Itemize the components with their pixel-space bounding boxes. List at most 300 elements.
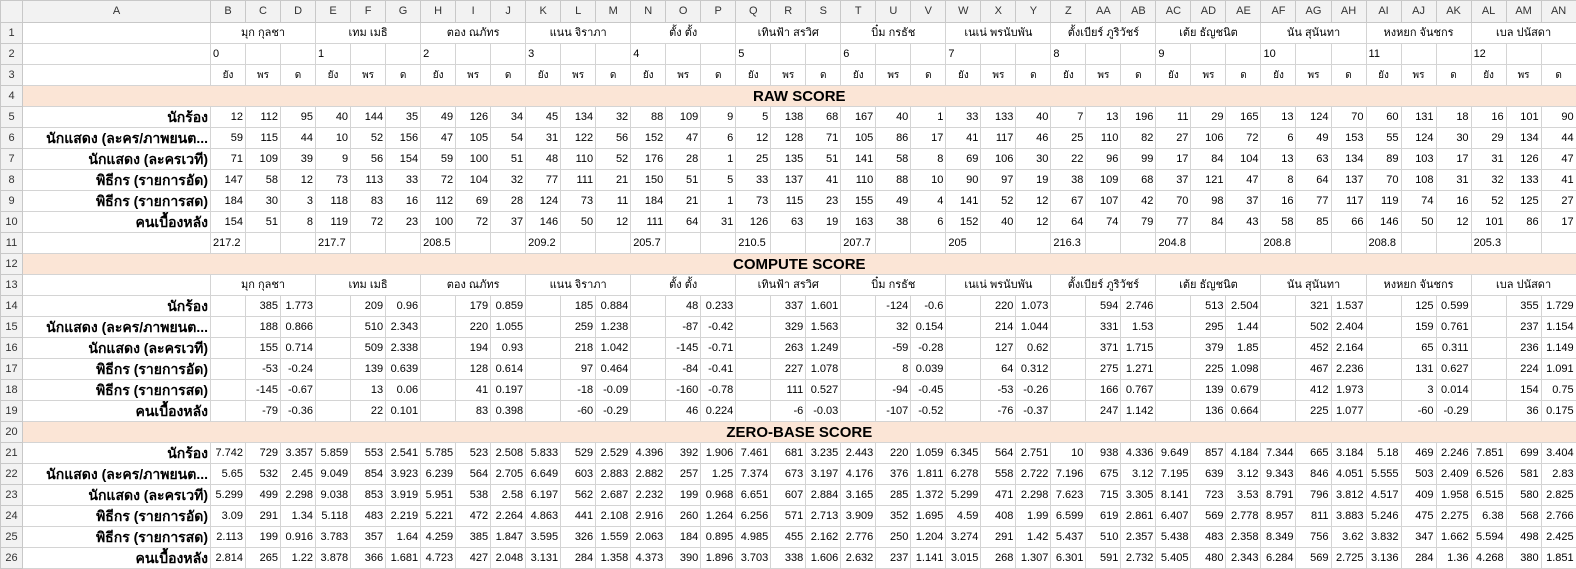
raw-score-cell[interactable]: 131	[1401, 107, 1436, 128]
raw-score-cell[interactable]: 70	[1331, 107, 1366, 128]
cell[interactable]	[1296, 44, 1331, 65]
column-header[interactable]: J	[491, 1, 526, 23]
cell[interactable]	[1366, 296, 1401, 317]
row-header[interactable]: 16	[1, 338, 23, 359]
compute-score-cell[interactable]: 321	[1296, 296, 1331, 317]
raw-score-cell[interactable]: 12	[281, 170, 316, 191]
zero-base-cell[interactable]: 6.284	[1261, 548, 1296, 569]
raw-score-cell[interactable]: 176	[631, 149, 666, 170]
raw-score-cell[interactable]: 37	[491, 212, 526, 233]
raw-score-cell[interactable]: 5	[736, 107, 771, 128]
compute-score-cell[interactable]: -84	[666, 359, 701, 380]
zero-base-cell[interactable]: 2.766	[1541, 506, 1576, 527]
compute-ratio-cell[interactable]: 1.078	[806, 359, 841, 380]
compute-score-cell[interactable]: 237	[1506, 317, 1541, 338]
total-cell[interactable]: 204.8	[1156, 233, 1191, 254]
zero-base-cell[interactable]: 4.051	[1331, 464, 1366, 485]
compute-score-cell[interactable]: 337	[771, 296, 806, 317]
raw-score-cell[interactable]: 12	[211, 107, 246, 128]
cell[interactable]	[841, 401, 876, 422]
raw-score-cell[interactable]: 63	[771, 212, 806, 233]
compute-score-cell[interactable]: -59	[876, 338, 911, 359]
compute-ratio-cell[interactable]: 0.197	[491, 380, 526, 401]
compute-ratio-cell[interactable]: -0.24	[281, 359, 316, 380]
cell[interactable]	[526, 359, 561, 380]
cell[interactable]	[946, 317, 981, 338]
cell[interactable]	[561, 233, 596, 254]
column-header[interactable]: AI	[1366, 1, 1401, 23]
raw-score-cell[interactable]: 40	[1016, 107, 1051, 128]
raw-score-cell[interactable]: 73	[736, 191, 771, 212]
zero-base-cell[interactable]: 3.12	[1226, 464, 1261, 485]
zero-base-cell[interactable]: 2.732	[1121, 548, 1156, 569]
raw-score-cell[interactable]: 105	[841, 128, 876, 149]
zero-base-cell[interactable]: 1.851	[1541, 548, 1576, 569]
raw-score-cell[interactable]: 126	[1506, 149, 1541, 170]
compute-ratio-cell[interactable]: -0.52	[911, 401, 946, 422]
raw-score-cell[interactable]: 122	[561, 128, 596, 149]
index-cell[interactable]: 0	[211, 44, 246, 65]
section-header-compute[interactable]: COMPUTE SCORE	[23, 254, 1576, 275]
compute-score-cell[interactable]: 467	[1296, 359, 1331, 380]
category-label[interactable]: นักแสดง (ละครเวที)	[23, 338, 211, 359]
raw-score-cell[interactable]: 17	[1436, 149, 1471, 170]
raw-score-cell[interactable]: 113	[351, 170, 386, 191]
raw-score-cell[interactable]: 67	[1051, 191, 1086, 212]
contestant-name-cell[interactable]: แนน จิราภา	[526, 23, 631, 44]
cell[interactable]	[736, 338, 771, 359]
raw-score-cell[interactable]: 32	[1471, 170, 1506, 191]
sub-header-cell[interactable]: พร	[1506, 65, 1541, 86]
zero-base-cell[interactable]: 5.299	[946, 485, 981, 506]
sub-header-cell[interactable]: พร	[1086, 65, 1121, 86]
total-cell[interactable]: 205	[946, 233, 981, 254]
zero-base-cell[interactable]: 1.22	[281, 548, 316, 569]
cell[interactable]	[491, 233, 526, 254]
zero-base-cell[interactable]: 3.783	[316, 527, 351, 548]
compute-ratio-cell[interactable]: 1.44	[1226, 317, 1261, 338]
compute-ratio-cell[interactable]: 1.973	[1331, 380, 1366, 401]
zero-base-cell[interactable]: 2.358	[1226, 527, 1261, 548]
raw-score-cell[interactable]: 126	[736, 212, 771, 233]
raw-score-cell[interactable]: 124	[1296, 107, 1331, 128]
category-label[interactable]: นักแสดง (ละครเวที)	[23, 485, 211, 506]
raw-score-cell[interactable]: 5	[701, 170, 736, 191]
raw-score-cell[interactable]: 147	[211, 170, 246, 191]
cell[interactable]	[946, 401, 981, 422]
sub-header-cell[interactable]: พร	[456, 65, 491, 86]
category-label[interactable]: พิธีกร (รายการสด)	[23, 527, 211, 548]
compute-ratio-cell[interactable]: 0.866	[281, 317, 316, 338]
raw-score-cell[interactable]: 41	[1541, 170, 1576, 191]
cell[interactable]	[421, 359, 456, 380]
raw-score-cell[interactable]: 112	[421, 191, 456, 212]
row-header[interactable]: 9	[1, 191, 23, 212]
contestant-name-cell[interactable]: เทม เมธิ	[316, 275, 421, 296]
zero-base-cell[interactable]: 1.264	[701, 506, 736, 527]
compute-ratio-cell[interactable]: 0.014	[1436, 380, 1471, 401]
zero-base-cell[interactable]: 723	[1191, 485, 1226, 506]
raw-score-cell[interactable]: 97	[981, 170, 1016, 191]
cell[interactable]	[316, 338, 351, 359]
raw-score-cell[interactable]: 49	[1296, 128, 1331, 149]
zero-base-cell[interactable]: 3.197	[806, 464, 841, 485]
raw-score-cell[interactable]: 8	[1261, 170, 1296, 191]
raw-score-cell[interactable]: 51	[806, 149, 841, 170]
compute-score-cell[interactable]: 159	[1401, 317, 1436, 338]
raw-score-cell[interactable]: 51	[491, 149, 526, 170]
total-cell[interactable]: 210.5	[736, 233, 771, 254]
raw-score-cell[interactable]: 146	[526, 212, 561, 233]
cell[interactable]	[1156, 380, 1191, 401]
zero-base-cell[interactable]: 5.246	[1366, 506, 1401, 527]
cell[interactable]	[946, 380, 981, 401]
compute-ratio-cell[interactable]: 1.238	[596, 317, 631, 338]
cell[interactable]	[911, 44, 946, 65]
cell[interactable]	[1051, 296, 1086, 317]
raw-score-cell[interactable]: 90	[946, 170, 981, 191]
zero-base-cell[interactable]: 6.345	[946, 443, 981, 464]
zero-base-cell[interactable]: 2.232	[631, 485, 666, 506]
zero-base-cell[interactable]: 469	[1401, 443, 1436, 464]
compute-ratio-cell[interactable]: 1.154	[1541, 317, 1576, 338]
cell[interactable]	[211, 359, 246, 380]
raw-score-cell[interactable]: 134	[1506, 128, 1541, 149]
raw-score-cell[interactable]: 105	[456, 128, 491, 149]
compute-ratio-cell[interactable]: 0.312	[1016, 359, 1051, 380]
compute-ratio-cell[interactable]: 0.464	[596, 359, 631, 380]
sub-header-cell[interactable]: ยัง	[841, 65, 876, 86]
compute-score-cell[interactable]: 166	[1086, 380, 1121, 401]
zero-base-cell[interactable]: 427	[456, 548, 491, 569]
raw-score-cell[interactable]: 90	[1541, 107, 1576, 128]
cell[interactable]	[1436, 44, 1471, 65]
zero-base-cell[interactable]: 184	[666, 527, 701, 548]
raw-score-cell[interactable]: 84	[1191, 149, 1226, 170]
zero-base-cell[interactable]: 366	[351, 548, 386, 569]
zero-base-cell[interactable]: 2.343	[1226, 548, 1261, 569]
row-header[interactable]: 20	[1, 422, 23, 443]
zero-base-cell[interactable]: 3.53	[1226, 485, 1261, 506]
cell[interactable]	[211, 296, 246, 317]
raw-score-cell[interactable]: 31	[701, 212, 736, 233]
row-header[interactable]: 26	[1, 548, 23, 569]
raw-score-cell[interactable]: 59	[421, 149, 456, 170]
zero-base-cell[interactable]: 6.301	[1051, 548, 1086, 569]
total-cell[interactable]: 208.8	[1366, 233, 1401, 254]
zero-base-cell[interactable]: 2.541	[386, 443, 421, 464]
raw-score-cell[interactable]: 124	[1401, 128, 1436, 149]
zero-base-cell[interactable]: 4.723	[421, 548, 456, 569]
raw-score-cell[interactable]: 27	[1156, 128, 1191, 149]
compute-score-cell[interactable]: -6	[771, 401, 806, 422]
zero-base-cell[interactable]: 1.358	[596, 548, 631, 569]
cell[interactable]	[736, 317, 771, 338]
raw-score-cell[interactable]: 63	[1296, 149, 1331, 170]
cell[interactable]	[1016, 233, 1051, 254]
zero-base-cell[interactable]: 603	[561, 464, 596, 485]
cell[interactable]	[1121, 233, 1156, 254]
cell[interactable]	[386, 233, 421, 254]
raw-score-cell[interactable]: 11	[1156, 107, 1191, 128]
compute-ratio-cell[interactable]: 1.85	[1226, 338, 1261, 359]
total-cell[interactable]: 217.7	[316, 233, 351, 254]
cell[interactable]	[1401, 44, 1436, 65]
column-header[interactable]: AD	[1191, 1, 1226, 23]
compute-score-cell[interactable]: -60	[1401, 401, 1436, 422]
column-header[interactable]: AC	[1156, 1, 1191, 23]
raw-score-cell[interactable]: 33	[946, 107, 981, 128]
compute-ratio-cell[interactable]: 1.249	[806, 338, 841, 359]
compute-ratio-cell[interactable]: 0.398	[491, 401, 526, 422]
zero-base-cell[interactable]: 1.141	[911, 548, 946, 569]
index-cell[interactable]: 1	[316, 44, 351, 65]
cell[interactable]	[1156, 296, 1191, 317]
compute-ratio-cell[interactable]: 0.039	[911, 359, 946, 380]
zero-base-cell[interactable]: 6.197	[526, 485, 561, 506]
raw-score-cell[interactable]: 150	[631, 170, 666, 191]
raw-score-cell[interactable]: 33	[386, 170, 421, 191]
zero-base-cell[interactable]: 529	[561, 443, 596, 464]
sub-header-cell[interactable]: ยัง	[736, 65, 771, 86]
cell[interactable]	[456, 44, 491, 65]
raw-score-cell[interactable]: 99	[1121, 149, 1156, 170]
cell[interactable]	[421, 401, 456, 422]
zero-base-cell[interactable]: 338	[771, 548, 806, 569]
zero-base-cell[interactable]: 6.599	[1051, 506, 1086, 527]
zero-base-cell[interactable]: 2.722	[1016, 464, 1051, 485]
sub-header-cell[interactable]: พร	[981, 65, 1016, 86]
raw-score-cell[interactable]: 125	[1506, 191, 1541, 212]
raw-score-cell[interactable]: 73	[561, 191, 596, 212]
cell[interactable]	[1261, 296, 1296, 317]
compute-score-cell[interactable]: 295	[1191, 317, 1226, 338]
column-header[interactable]: AL	[1471, 1, 1506, 23]
compute-ratio-cell[interactable]: 1.098	[1226, 359, 1261, 380]
compute-score-cell[interactable]: 13	[351, 380, 386, 401]
raw-score-cell[interactable]: 46	[1016, 128, 1051, 149]
compute-score-cell[interactable]: -76	[981, 401, 1016, 422]
raw-score-cell[interactable]: 77	[1296, 191, 1331, 212]
compute-score-cell[interactable]: 188	[246, 317, 281, 338]
raw-score-cell[interactable]: 84	[1191, 212, 1226, 233]
zero-base-cell[interactable]: 2.45	[281, 464, 316, 485]
raw-score-cell[interactable]: 152	[946, 212, 981, 233]
zero-base-cell[interactable]: 10	[1051, 443, 1086, 464]
zero-base-cell[interactable]: 3.274	[946, 527, 981, 548]
raw-score-cell[interactable]: 111	[631, 212, 666, 233]
raw-score-cell[interactable]: 133	[981, 107, 1016, 128]
cell[interactable]	[1016, 44, 1051, 65]
zero-base-cell[interactable]: 3.131	[526, 548, 561, 569]
zero-base-cell[interactable]: 2.725	[1331, 548, 1366, 569]
category-label[interactable]: พิธีกร (รายการอัด)	[23, 170, 211, 191]
raw-score-cell[interactable]: 12	[1436, 212, 1471, 233]
raw-score-cell[interactable]: 50	[561, 212, 596, 233]
total-cell[interactable]: 217.2	[211, 233, 246, 254]
category-label[interactable]: นักร้อง	[23, 296, 211, 317]
raw-score-cell[interactable]: 155	[841, 191, 876, 212]
raw-score-cell[interactable]: 19	[806, 212, 841, 233]
zero-base-cell[interactable]: 581	[1506, 464, 1541, 485]
zero-base-cell[interactable]: 846	[1296, 464, 1331, 485]
cell[interactable]	[631, 317, 666, 338]
compute-score-cell[interactable]: 214	[981, 317, 1016, 338]
raw-score-cell[interactable]: 184	[211, 191, 246, 212]
zero-base-cell[interactable]: 1.559	[596, 527, 631, 548]
raw-score-cell[interactable]: 167	[841, 107, 876, 128]
select-all-corner[interactable]	[1, 1, 23, 23]
zero-base-cell[interactable]: 347	[1401, 527, 1436, 548]
compute-score-cell[interactable]: 275	[1086, 359, 1121, 380]
raw-score-cell[interactable]: 54	[491, 128, 526, 149]
cell[interactable]	[1086, 233, 1121, 254]
section-header-zero[interactable]: ZERO-BASE SCORE	[23, 422, 1576, 443]
raw-score-cell[interactable]: 119	[316, 212, 351, 233]
zero-base-cell[interactable]: 1.896	[701, 548, 736, 569]
zero-base-cell[interactable]: 1.204	[911, 527, 946, 548]
zero-base-cell[interactable]: 2.275	[1436, 506, 1471, 527]
raw-score-cell[interactable]: 38	[876, 212, 911, 233]
raw-score-cell[interactable]: 49	[421, 107, 456, 128]
compute-ratio-cell[interactable]: 0.233	[701, 296, 736, 317]
zero-base-cell[interactable]: 2.246	[1436, 443, 1471, 464]
raw-score-cell[interactable]: 111	[561, 170, 596, 191]
sub-header-cell[interactable]: ยัง	[421, 65, 456, 86]
compute-ratio-cell[interactable]: 2.236	[1331, 359, 1366, 380]
column-header[interactable]: A	[23, 1, 211, 23]
cell[interactable]	[701, 233, 736, 254]
cell[interactable]	[1366, 317, 1401, 338]
cell[interactable]	[1261, 359, 1296, 380]
cell[interactable]	[596, 44, 631, 65]
raw-score-cell[interactable]: 59	[211, 128, 246, 149]
raw-score-cell[interactable]: 89	[1366, 149, 1401, 170]
zero-base-cell[interactable]: 2.298	[1016, 485, 1051, 506]
zero-base-cell[interactable]: 390	[666, 548, 701, 569]
cell[interactable]	[666, 44, 701, 65]
raw-score-cell[interactable]: 133	[1506, 170, 1541, 191]
raw-score-cell[interactable]: 39	[281, 149, 316, 170]
compute-score-cell[interactable]: 136	[1191, 401, 1226, 422]
compute-ratio-cell[interactable]: 2.504	[1226, 296, 1261, 317]
zero-base-cell[interactable]: 699	[1506, 443, 1541, 464]
zero-base-cell[interactable]: 562	[561, 485, 596, 506]
zero-base-cell[interactable]: 853	[351, 485, 386, 506]
compute-score-cell[interactable]: 355	[1506, 296, 1541, 317]
raw-score-cell[interactable]: 66	[1331, 212, 1366, 233]
sub-header-cell[interactable]: ยัง	[1471, 65, 1506, 86]
zero-base-cell[interactable]: 4.59	[946, 506, 981, 527]
compute-score-cell[interactable]: 509	[351, 338, 386, 359]
compute-score-cell[interactable]: 46	[666, 401, 701, 422]
zero-base-cell[interactable]: 268	[981, 548, 1016, 569]
zero-base-cell[interactable]: 2.162	[806, 527, 841, 548]
raw-score-cell[interactable]: 118	[316, 191, 351, 212]
raw-score-cell[interactable]: 51	[246, 212, 281, 233]
cell[interactable]	[1051, 359, 1086, 380]
compute-ratio-cell[interactable]: -0.41	[701, 359, 736, 380]
cell[interactable]	[316, 401, 351, 422]
raw-score-cell[interactable]: 47	[1226, 170, 1261, 191]
cell[interactable]	[1471, 401, 1506, 422]
cell[interactable]	[1051, 317, 1086, 338]
compute-ratio-cell[interactable]: 1.091	[1541, 359, 1576, 380]
index-cell[interactable]: 9	[1156, 44, 1191, 65]
compute-score-cell[interactable]: 227	[771, 359, 806, 380]
raw-score-cell[interactable]: 72	[456, 212, 491, 233]
zero-base-cell[interactable]: 409	[1401, 485, 1436, 506]
cell[interactable]	[1156, 359, 1191, 380]
zero-base-cell[interactable]: 199	[666, 485, 701, 506]
raw-score-cell[interactable]: 17	[911, 128, 946, 149]
raw-score-cell[interactable]: 17	[1156, 149, 1191, 170]
compute-score-cell[interactable]: -145	[246, 380, 281, 401]
zero-base-cell[interactable]: 5.438	[1156, 527, 1191, 548]
zero-base-cell[interactable]: 3.12	[1121, 464, 1156, 485]
column-header[interactable]: O	[666, 1, 701, 23]
cell[interactable]	[1051, 401, 1086, 422]
raw-score-cell[interactable]: 40	[981, 212, 1016, 233]
compute-ratio-cell[interactable]: 0.311	[1436, 338, 1471, 359]
zero-base-cell[interactable]: 3.136	[1366, 548, 1401, 569]
raw-score-cell[interactable]: 86	[1506, 212, 1541, 233]
zero-base-cell[interactable]: 2.751	[1016, 443, 1051, 464]
total-cell[interactable]: 205.3	[1471, 233, 1506, 254]
zero-base-cell[interactable]: 580	[1506, 485, 1541, 506]
column-header[interactable]: B	[211, 1, 246, 23]
row-header[interactable]: 19	[1, 401, 23, 422]
sub-header-cell[interactable]: พร	[1191, 65, 1226, 86]
cell[interactable]	[841, 380, 876, 401]
raw-score-cell[interactable]: 109	[666, 107, 701, 128]
zero-base-cell[interactable]: 2.861	[1121, 506, 1156, 527]
compute-score-cell[interactable]: 510	[351, 317, 386, 338]
contestant-name-cell[interactable]: ตอง ณภัทร	[421, 23, 526, 44]
zero-base-cell[interactable]: 1.958	[1436, 485, 1471, 506]
compute-ratio-cell[interactable]: 0.614	[491, 359, 526, 380]
compute-score-cell[interactable]: 154	[1506, 380, 1541, 401]
contestant-name-cell[interactable]: บิ๋ม กรธัช	[841, 23, 946, 44]
cell[interactable]	[1471, 359, 1506, 380]
compute-score-cell[interactable]: -18	[561, 380, 596, 401]
raw-score-cell[interactable]: 23	[806, 191, 841, 212]
compute-ratio-cell[interactable]: 0.06	[386, 380, 421, 401]
contestant-name-cell[interactable]: นัน สุนันทา	[1261, 275, 1366, 296]
column-header[interactable]: AJ	[1401, 1, 1436, 23]
cell[interactable]	[23, 65, 211, 86]
raw-score-cell[interactable]: 16	[1471, 107, 1506, 128]
cell[interactable]	[491, 44, 526, 65]
zero-base-cell[interactable]: 284	[1401, 548, 1436, 569]
compute-ratio-cell[interactable]: 0.62	[1016, 338, 1051, 359]
raw-score-cell[interactable]: 60	[1366, 107, 1401, 128]
compute-ratio-cell[interactable]: 0.175	[1541, 401, 1576, 422]
row-header[interactable]: 13	[1, 275, 23, 296]
compute-ratio-cell[interactable]: 1.537	[1331, 296, 1366, 317]
zero-base-cell[interactable]: 284	[561, 548, 596, 569]
row-header[interactable]: 22	[1, 464, 23, 485]
zero-base-cell[interactable]: 2.713	[806, 506, 841, 527]
raw-score-cell[interactable]: 28	[666, 149, 701, 170]
compute-score-cell[interactable]: 179	[456, 296, 491, 317]
zero-base-cell[interactable]: 938	[1086, 443, 1121, 464]
zero-base-cell[interactable]: 9.049	[316, 464, 351, 485]
category-label[interactable]: พิธีกร (รายการสด)	[23, 380, 211, 401]
compute-score-cell[interactable]: 125	[1401, 296, 1436, 317]
raw-score-cell[interactable]: 138	[771, 107, 806, 128]
cell[interactable]	[211, 401, 246, 422]
